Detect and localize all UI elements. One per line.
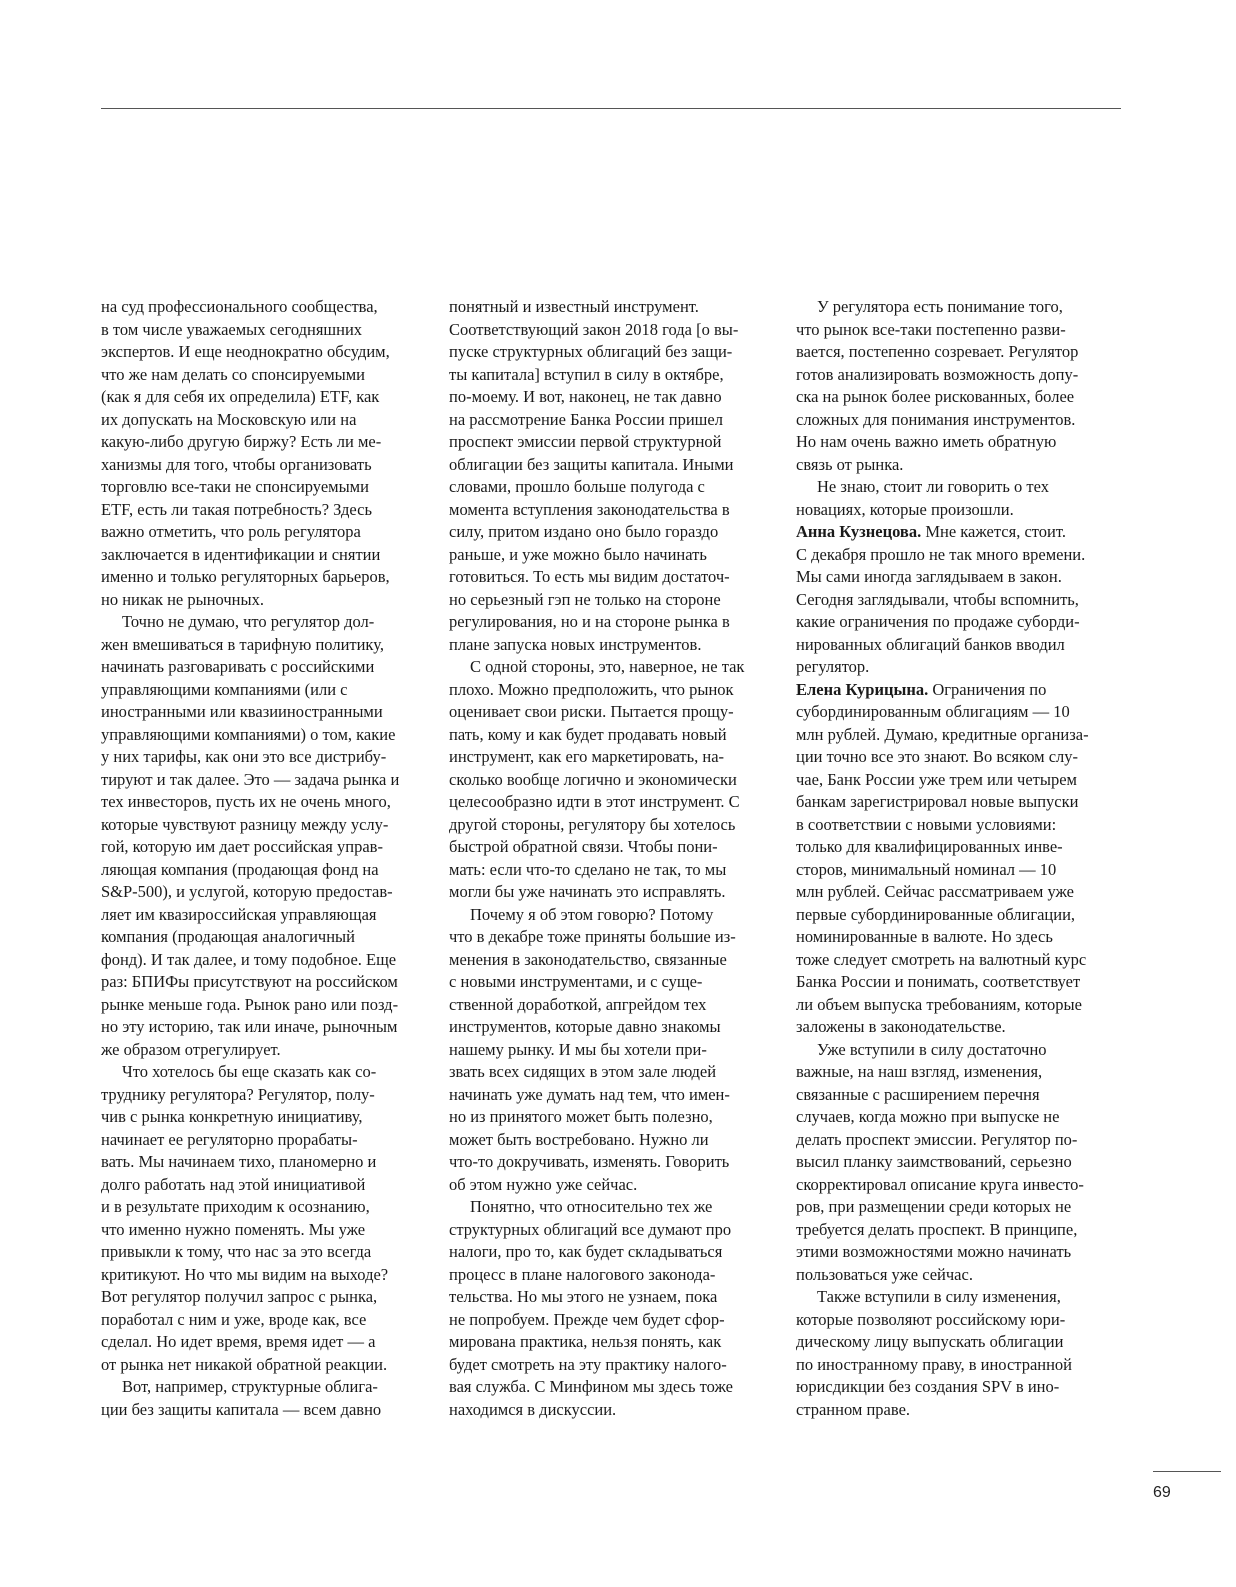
text-line: по иностранному праву, в иностранной (796, 1354, 1073, 1374)
text-line: ты капитала] вступил в силу в октябре, (449, 364, 724, 384)
text-line: заключается в идентификации и снятии (101, 544, 381, 564)
text-line: высил планку заимствований, серьезно (796, 1152, 1072, 1171)
text-line: важные, на наш взгляд, изменения, (796, 1062, 1043, 1081)
text-line: начинать уже думать над тем, что имен- (449, 1084, 730, 1104)
text-line: другой стороны, регулятору бы хотелось (449, 814, 736, 834)
footer-rule (1153, 1471, 1221, 1472)
text-line: привыкли к тому, что нас за это всегда (101, 1242, 372, 1261)
text-line: проспект эмиссии первой структурной (449, 432, 722, 451)
text-line: Вот, например, структурные облига- (122, 1377, 378, 1396)
text-line: торговлю все-таки не спонсируемыми (101, 477, 369, 496)
text-line: дическому лицу выпускать облигации (796, 1332, 1064, 1351)
text-line: странном праве. (796, 1399, 911, 1419)
text-line: что в декабре тоже приняты большие из- (449, 927, 736, 946)
text-line: ска на рынок более рискованных, более (796, 387, 1075, 406)
text-line: труднику регулятора? Регулятор, полу- (101, 1084, 375, 1104)
text-line: оценивает свои риски. Пытается прощу- (449, 702, 734, 721)
text-line: но серьезный гэп не только на стороне (449, 589, 721, 609)
text-line: тельства. Но мы этого не узнаем, пока (449, 1287, 718, 1306)
text-line (796, 521, 1126, 544)
text-line: новациях, которые произошли. (796, 499, 1014, 519)
text-line: но никак не рыночных. (101, 589, 264, 609)
text-line: целесообразно идти в этот инструмент. С (449, 792, 740, 811)
text-line: номинированные в валюте. Но здесь (796, 927, 1053, 946)
text-line: сложных для понимания инструментов. (796, 409, 1076, 429)
text-line: может быть востребовано. Нужно ли (449, 1129, 709, 1149)
text-line: случаев, когда можно при выпуске не (796, 1107, 1060, 1126)
text-line: ханизмы для того, чтобы организовать (101, 454, 372, 474)
text-line: вать. Мы начинаем тихо, планомерно и (101, 1152, 377, 1171)
text-line: млн рублей. Думаю, кредитные организа- (796, 724, 1089, 744)
text-line: Понятно, что относительно тех же (470, 1197, 713, 1216)
text-line: требуется делать проспект. В принципе, (796, 1219, 1078, 1239)
text-line: об этом нужно уже сейчас. (449, 1174, 638, 1194)
text-line: на рассмотрение Банка России пришел (449, 409, 723, 429)
text-line: могли бы уже начинать это исправлять. (449, 882, 726, 901)
text-line: какую-либо другую биржу? Есть ли ме- (101, 432, 382, 451)
text-line: ции точно все это знают. Во всяком слу- (796, 747, 1079, 766)
text-line: готовиться. То есть мы видим достаточ- (449, 567, 730, 586)
text-line: чив с рынка конкретную инициативу, (101, 1107, 363, 1126)
text-line: плане запуска новых инструментов. (449, 634, 702, 654)
text-line: сторов, минимальный номинал — 10 (796, 859, 1057, 879)
text-line: готов анализировать возможность допу- (796, 364, 1079, 384)
text-line: в соответствии с новыми условиями: (796, 814, 1057, 834)
text-line: связанные с расширением перечня (796, 1084, 1040, 1104)
text-line: Почему я об этом говорю? Потому (470, 904, 714, 924)
text-line: ли объем выпуска требованиям, которые (796, 994, 1082, 1014)
speaker-text: Ограничения по (928, 679, 1047, 699)
text-line: силу, притом издано оно было гораздо (449, 522, 719, 541)
text-line: ственной доработкой, апгрейдом тех (449, 994, 707, 1014)
text-line: начинает ее регуляторно прорабаты- (101, 1129, 358, 1149)
text-line: Также вступили в силу изменения, (817, 1287, 1061, 1306)
text-line: Мы сами иногда заглядываем в закон. (796, 567, 1062, 586)
text-line: тируют и так далее. Это — задача рынка и (101, 769, 400, 789)
text-line: Вот регулятор получил запрос с рынка, (101, 1287, 378, 1306)
text-line: юрисдикции без создания SPV в ино- (796, 1377, 1060, 1396)
text-line: вая служба. С Минфином мы здесь тоже (449, 1377, 733, 1396)
text-line: Сегодня заглядывали, чтобы вспомнить, (796, 589, 1079, 609)
text-line: облигации без защиты капитала. Иными (449, 454, 734, 474)
text-line: нированных облигаций банков вводил (796, 634, 1065, 654)
text-line: субординированным облигациям — 10 (796, 702, 1070, 721)
text-line: от рынка нет никакой обратной реакции. (101, 1354, 388, 1374)
text-line: ляет им квазироссийская управляющая (101, 904, 377, 924)
text-line: поработал с ним и уже, вроде как, все (101, 1309, 367, 1329)
text-line: ляющая компания (продающая фонд на (101, 859, 379, 879)
text-line: что именно нужно поменять. Мы уже (101, 1219, 366, 1239)
text-line: регулятор. (796, 657, 870, 676)
text-line: регулирования, но и на стороне рынка в (449, 612, 730, 631)
text-line: раз: БПИФы присутствуют на российском (101, 972, 398, 991)
text-line: в том числе уважаемых сегодняшних (101, 319, 363, 339)
text-line: их допускать на Московскую или на (101, 409, 357, 429)
text-line: находимся в дискуссии. (449, 1399, 617, 1419)
text-line: С одной стороны, это, наверное, не так (470, 657, 745, 676)
text-line: гой, которую им дает российская управ- (101, 837, 383, 856)
text-line: вается, постепенно созревает. Регулятор (796, 342, 1079, 361)
text-line: которые чувствуют разницу между услу- (101, 814, 389, 834)
text-line: не попробуем. Прежде чем будет сфор- (449, 1309, 725, 1329)
text-line: какие ограничения по продаже суборди- (796, 612, 1080, 631)
text-line: Но нам очень важно иметь обратную (796, 432, 1057, 451)
text-line: у них тарифы, как они это все дистрибу- (101, 747, 387, 766)
text-line: критикуют. Но что мы видим на выходе? (101, 1264, 389, 1284)
text-line: управляющими компаниями (или с (101, 679, 348, 699)
text-line: долго работать над этой инициативой (101, 1174, 366, 1194)
text-line: мирована практика, нельзя понять, как (449, 1332, 722, 1351)
text-line: скорректировал описание круга инвесто- (796, 1174, 1084, 1194)
text-line: нашему рынку. И мы бы хотели при- (449, 1039, 707, 1059)
text-line: будет смотреть на эту практику налого- (449, 1354, 727, 1374)
text-line: млн рублей. Сейчас рассматриваем уже (796, 882, 1075, 901)
text-line: делать проспект эмиссии. Регулятор по- (796, 1129, 1078, 1149)
text-line: момента вступления законодательства в (449, 499, 730, 519)
text-line: тех инвесторов, пусть их не очень много, (101, 792, 391, 811)
text-line: важно отметить, что роль регулятора (101, 522, 361, 541)
text-line: пать, кому и как будет продавать новый (449, 724, 727, 744)
text-line: С декабря прошло не так много времени. (796, 544, 1086, 564)
text-line: чае, Банк России уже трем или четырем (796, 769, 1077, 789)
text-line: и в результате приходим к осознанию, (101, 1197, 370, 1216)
text-line: первые субординированные облигации, (796, 904, 1076, 924)
text-line: Точно не думаю, что регулятор дол- (122, 612, 375, 631)
text-line: Банка России и понимать, соответствует (796, 972, 1081, 991)
text-line: но эту историю, так или иначе, рыночным (101, 1017, 398, 1036)
text-line: связь от рынка. (796, 454, 904, 474)
text-line: процесс в плане налогового законода- (449, 1264, 716, 1284)
text-line: плохо. Можно предположить, что рынок (449, 679, 734, 699)
text-line: с новыми инструментами, и с суще- (449, 972, 703, 991)
text-line: понятный и известный инструмент. (449, 297, 699, 316)
text-line: раньше, и уже можно было начинать (449, 544, 707, 564)
text-line: которые позволяют российскому юри- (796, 1309, 1066, 1329)
text-line: быстрой обратной связи. Чтобы пони- (449, 837, 718, 856)
text-line: же образом отрегулирует. (101, 1039, 281, 1059)
text-line: Не знаю, стоит ли говорить о тех (817, 477, 1049, 496)
text-column-3 (796, 296, 1126, 1421)
text-line: но из принятого может быть полезно, (449, 1107, 713, 1126)
text-line: сделал. Но идет время, время идет — а (101, 1332, 376, 1351)
text-line: сколько вообще логично и экономически (449, 769, 737, 789)
text-line: по-моему. И вот, наконец, не так давно (449, 387, 722, 406)
text-line: ции без защиты капитала — всем давно (101, 1399, 382, 1419)
speaker-text: Мне кажется, стоит. (921, 522, 1066, 541)
text-line: на суд профессионального сообщества, (101, 297, 378, 316)
text-line: инструмент, как его маркетировать, на- (449, 747, 725, 766)
text-line: этими возможностями можно начинать (796, 1242, 1072, 1261)
text-line: экспертов. И еще неоднократно обсудим, (101, 342, 390, 361)
text-line: начинать разговаривать с российскими (101, 657, 375, 676)
text-line (796, 679, 1126, 702)
text-line: словами, прошло больше полугода с (449, 477, 705, 496)
page-number: 69 (1153, 1484, 1171, 1501)
text-line: пользоваться уже сейчас. (796, 1264, 973, 1284)
text-line: заложены в законодательстве. (796, 1017, 1006, 1036)
text-line: структурных облигаций все думают про (449, 1219, 732, 1239)
text-line: пуске структурных облигаций без защи- (449, 342, 733, 361)
text-line: только для квалифицированных инве- (796, 837, 1063, 856)
text-line: инструментов, которые давно знакомы (449, 1017, 721, 1036)
text-line: управляющими компаниями) о том, какие (101, 724, 396, 744)
text-line: Соответствующий закон 2018 года [о вы- (449, 319, 739, 339)
text-column-2 (449, 296, 779, 1421)
text-line: тоже следует смотреть на валютный курс (796, 949, 1087, 969)
text-column-1 (101, 296, 431, 1421)
text-line: ETF, есть ли такая потребность? Здесь (101, 499, 372, 519)
text-line: (как я для себя их определила) ETF, как (101, 387, 380, 406)
text-line: рынке меньше года. Рынок рано или позд- (101, 994, 399, 1014)
speaker-name: Елена Курицына. (796, 679, 929, 699)
text-line: S&P-500), и услугой, которую предостав- (101, 882, 393, 901)
text-line: что рынок все-таки постепенно разви- (796, 319, 1066, 339)
text-line: Уже вступили в силу достаточно (817, 1039, 1047, 1059)
text-line: иностранными или квазииностранными (101, 702, 383, 721)
text-line: ров, при размещении среди которых не (796, 1197, 1072, 1216)
text-line: жен вмешиваться в тарифную политику, (101, 634, 384, 654)
text-line: мать: если что-то сделано не так, то мы (449, 859, 727, 879)
text-line: налоги, про то, как будет складываться (449, 1242, 723, 1261)
text-line: что-то докручивать, изменять. Говорить (449, 1152, 730, 1171)
text-line: фонд). И так далее, и тому подобное. Еще (101, 949, 397, 969)
text-line: Что хотелось бы еще сказать как со- (122, 1062, 377, 1081)
text-line: У регулятора есть понимание того, (817, 297, 1063, 316)
text-line: менения в законодательство, связанные (449, 949, 727, 969)
text-line: что же нам делать со спонсируемыми (101, 364, 365, 384)
header-rule (101, 108, 1121, 109)
text-line: именно и только регуляторных барьеров, (101, 567, 390, 586)
text-line: банкам зарегистрировал новые выпуски (796, 792, 1079, 811)
text-line: звать всех сидящих в этом зале людей (449, 1062, 717, 1081)
text-line: компания (продающая аналогичный (101, 927, 355, 946)
speaker-name: Анна Кузнецова. (796, 522, 922, 541)
